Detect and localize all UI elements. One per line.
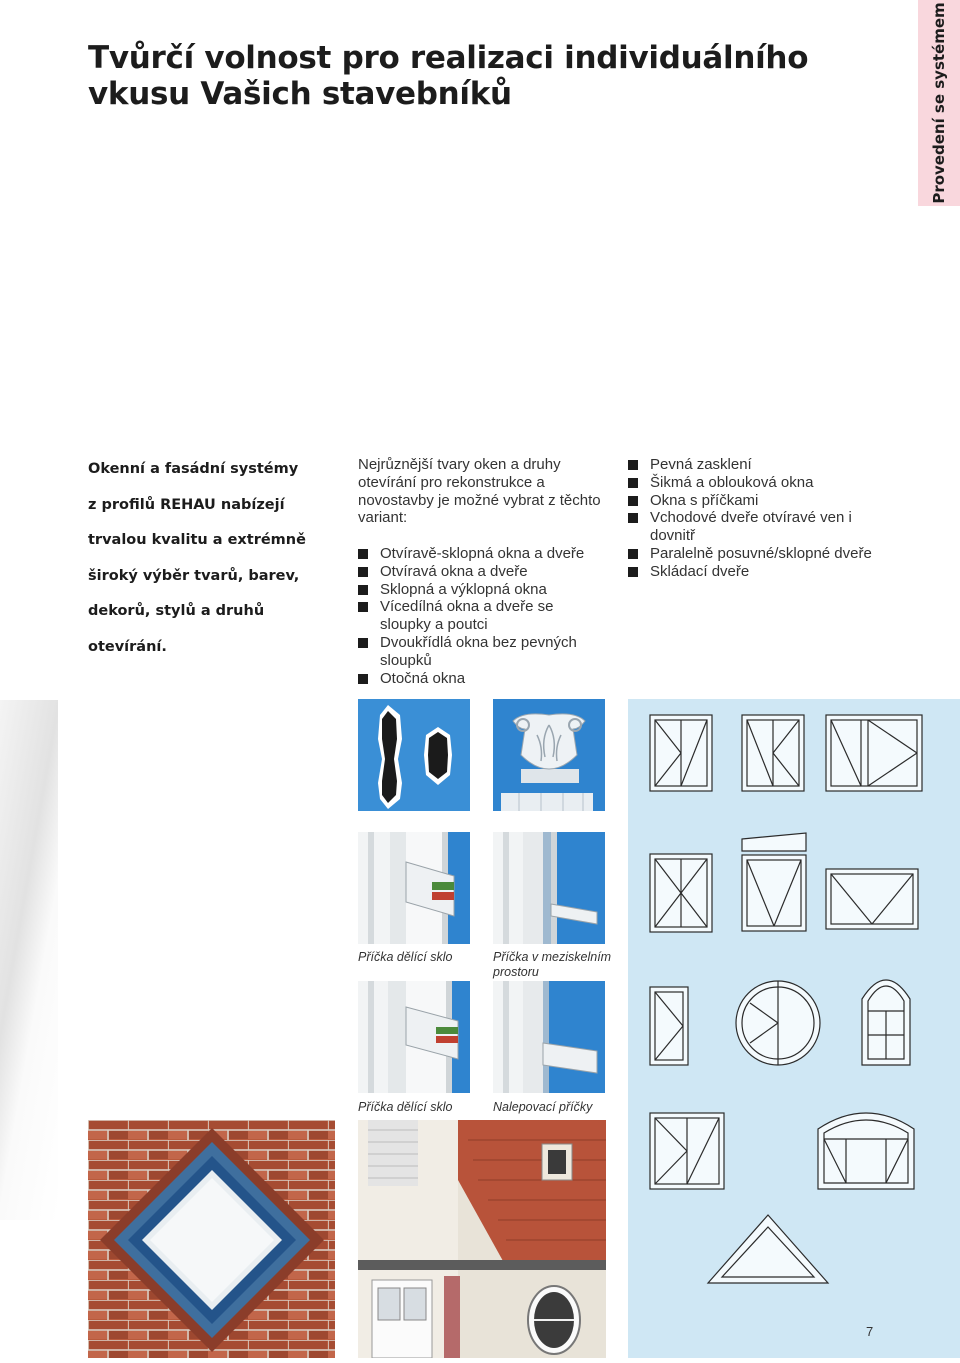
variants-column-2: [628, 456, 888, 581]
list-item: Otvíravá okna a dveře: [358, 563, 608, 581]
list-item: Vícedílná okna a dveře se sloupky a poutci: [358, 598, 608, 634]
house-roof-photo: [358, 1120, 606, 1358]
glazing-bar-photo-2: [493, 832, 605, 944]
glazing-bar-photo-3: [358, 981, 470, 1093]
lead-line: dekorů, stylů a druhů: [88, 603, 265, 619]
variants-list-2: [628, 456, 888, 581]
glazing-bar-photo-1: [358, 832, 470, 944]
lead-paragraph: [88, 452, 333, 665]
title-line-2: vkusu Vašich stavebníků: [88, 76, 512, 112]
variants-column-1: [358, 456, 608, 687]
caption-applied-bars: Nalepovací příčky: [493, 1100, 593, 1114]
page-title: [88, 40, 868, 112]
list-item: Otvíravě-sklopná okna a dveře: [358, 545, 608, 563]
caption-internal-bar: Příčka v meziskelním prostoru: [493, 950, 612, 979]
list-item: Šikmá a oblouková okna: [628, 474, 888, 492]
list-item: Okna s příčkami: [628, 492, 888, 510]
list-item: Paralelně posuvné/sklopné dveře: [628, 545, 888, 563]
lead-line: trvalou kvalitu a extrémně: [88, 532, 306, 548]
lead-line: Okenní a fasádní systémy: [88, 461, 299, 477]
variants-list-1: [358, 545, 608, 687]
list-item: Otočná okna: [358, 670, 608, 688]
list-item: Vchodové dveře otvíravé ven i dovnitř: [628, 509, 888, 545]
list-item: Sklopná a výklopná okna: [358, 581, 608, 599]
caption-glazing-bar-2: Příčka dělící sklo: [358, 1100, 453, 1114]
list-item: Dvoukřídlá okna bez pevných sloupků: [358, 634, 608, 670]
brick-diamond-window-photo: [88, 1120, 335, 1358]
window-types-panel: [628, 699, 960, 1358]
page-edge-shadow: [0, 700, 58, 1220]
title-line-1: Tvůrčí volnost pro realizaci individuálního: [88, 40, 809, 76]
variants-intro: Nejrůznější tvary oken a druhy otevírání pro rekonstrukce a novostavby je možné vybrat z těchto variant:: [358, 456, 601, 527]
glazing-bar-photo-4: [493, 981, 605, 1093]
window-drawings: [628, 699, 960, 1358]
caption-glazing-bar: Příčka dělící sklo: [358, 950, 453, 964]
list-item: Skládací dveře: [628, 563, 888, 581]
list-item: Pevná zasklení: [628, 456, 888, 474]
side-tab: [918, 0, 960, 206]
side-tab-label: Provedení se systémem: [930, 2, 948, 204]
profile-section-photo: [358, 699, 470, 811]
lead-line: otevírání.: [88, 638, 167, 655]
lead-line: široký výběr tvarů, barev,: [88, 567, 300, 584]
capital-ornament-photo: [493, 699, 605, 811]
page-number: 7: [866, 1324, 874, 1339]
lead-line: z profilů REHAU nabízejí: [88, 496, 285, 513]
